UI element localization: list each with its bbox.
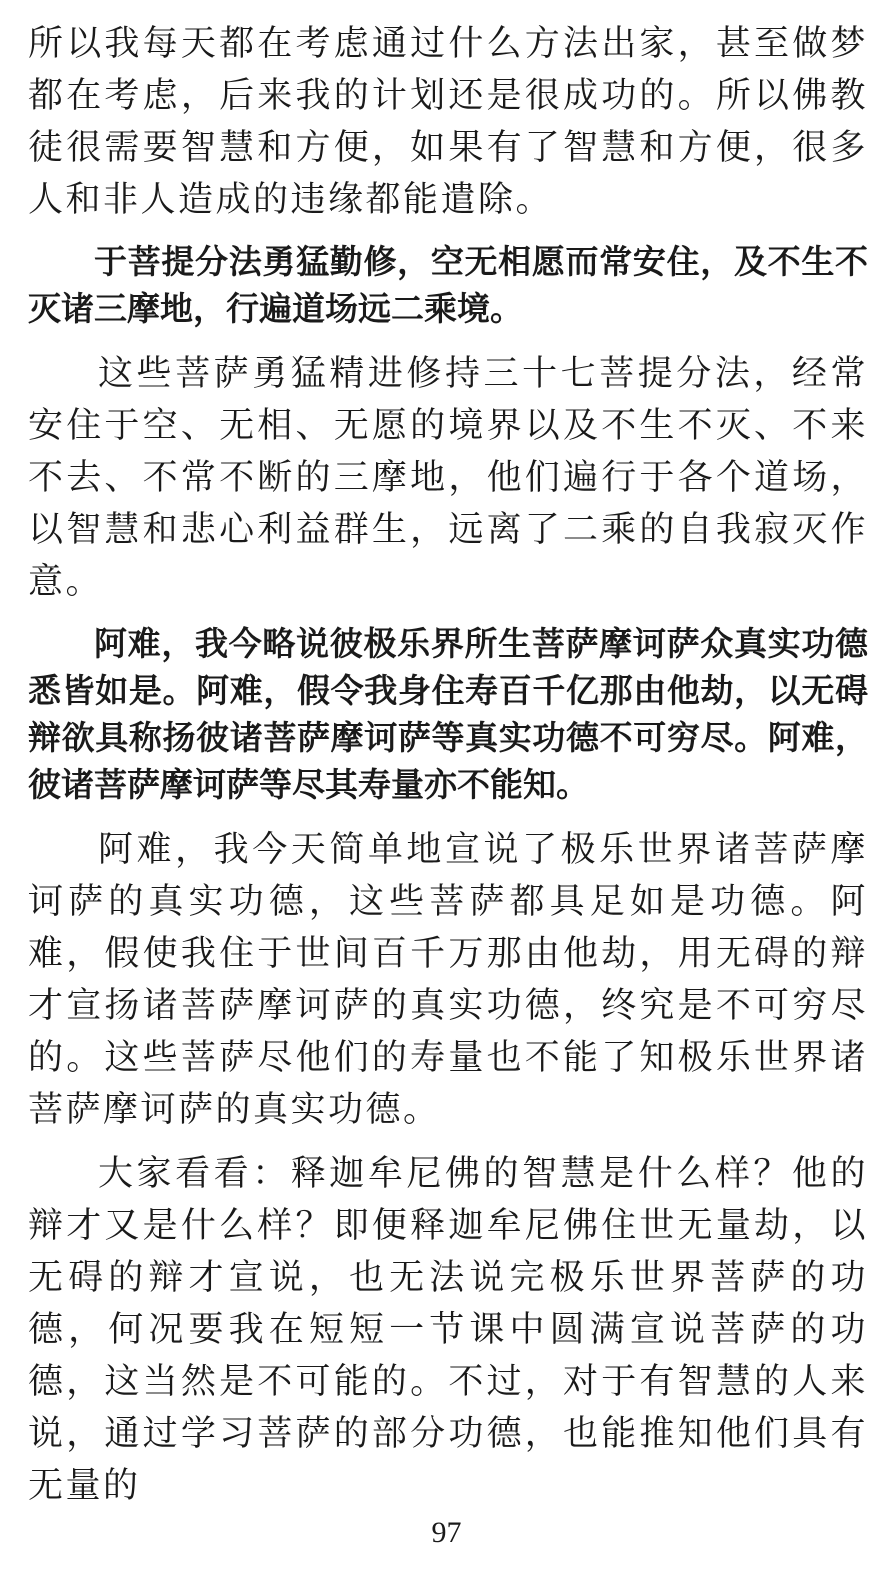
sutra-quote-paragraph-1: 于菩提分法勇猛勤修，空无相愿而常安住，及不生不灭诸三摩地，行遍道场远二乘境。	[28, 242, 868, 328]
commentary-paragraph-3: 阿难，我今天简单地宣说了极乐世界诸菩萨摩诃萨的真实功德，这些菩萨都具足如是功德。阿难，假使我住于世间百千万那由他劫，用无碍的辩才宣扬诸菩萨摩诃萨的真实功德，终究是不可穷尽的。这些菩萨尽他们的寿量也不能了知极乐世界诸菩萨摩诃萨的真实功德。	[28, 830, 868, 1130]
commentary-paragraph-1: 所以我每天都在考虑通过什么方法出家，甚至做梦都在考虑，后来我的计划还是很成功的。所以佛教徒很需要智慧和方便，如果有了智慧和方便，很多人和非人造成的违缘都能遣除。	[28, 24, 868, 220]
commentary-paragraph-4: 大家看看：释迦牟尼佛的智慧是什么样？他的辩才又是什么样？即便释迦牟尼佛住世无量劫，以无碍的辩才宣说，也无法说完极乐世界菩萨的功德，何况要我在短短一节课中圆满宣说菩萨的功德，这当然是不可能的。不过，对于有智慧的人来说，通过学习菩萨的部分功德，也能推知他们具有无量的	[28, 1154, 868, 1506]
commentary-paragraph-2: 这些菩萨勇猛精进修持三十七菩提分法，经常安住于空、无相、无愿的境界以及不生不灭、不来不去、不常不断的三摩地，他们遍行于各个道场，以智慧和悲心利益群生，远离了二乘的自我寂灭作意。	[28, 354, 868, 602]
page-number: 97	[431, 1516, 462, 1549]
page-body	[28, 18, 868, 1524]
sutra-quote-paragraph-2: 阿难，我今略说彼极乐界所生菩萨摩诃萨众真实功德悉皆如是。阿难，假令我身住寿百千亿那由他劫，以无碍辩欲具称扬彼诸菩萨摩诃萨等真实功德不可穷尽。阿难，彼诸菩萨摩诃萨等尽其寿量亦不能知。	[28, 624, 868, 804]
